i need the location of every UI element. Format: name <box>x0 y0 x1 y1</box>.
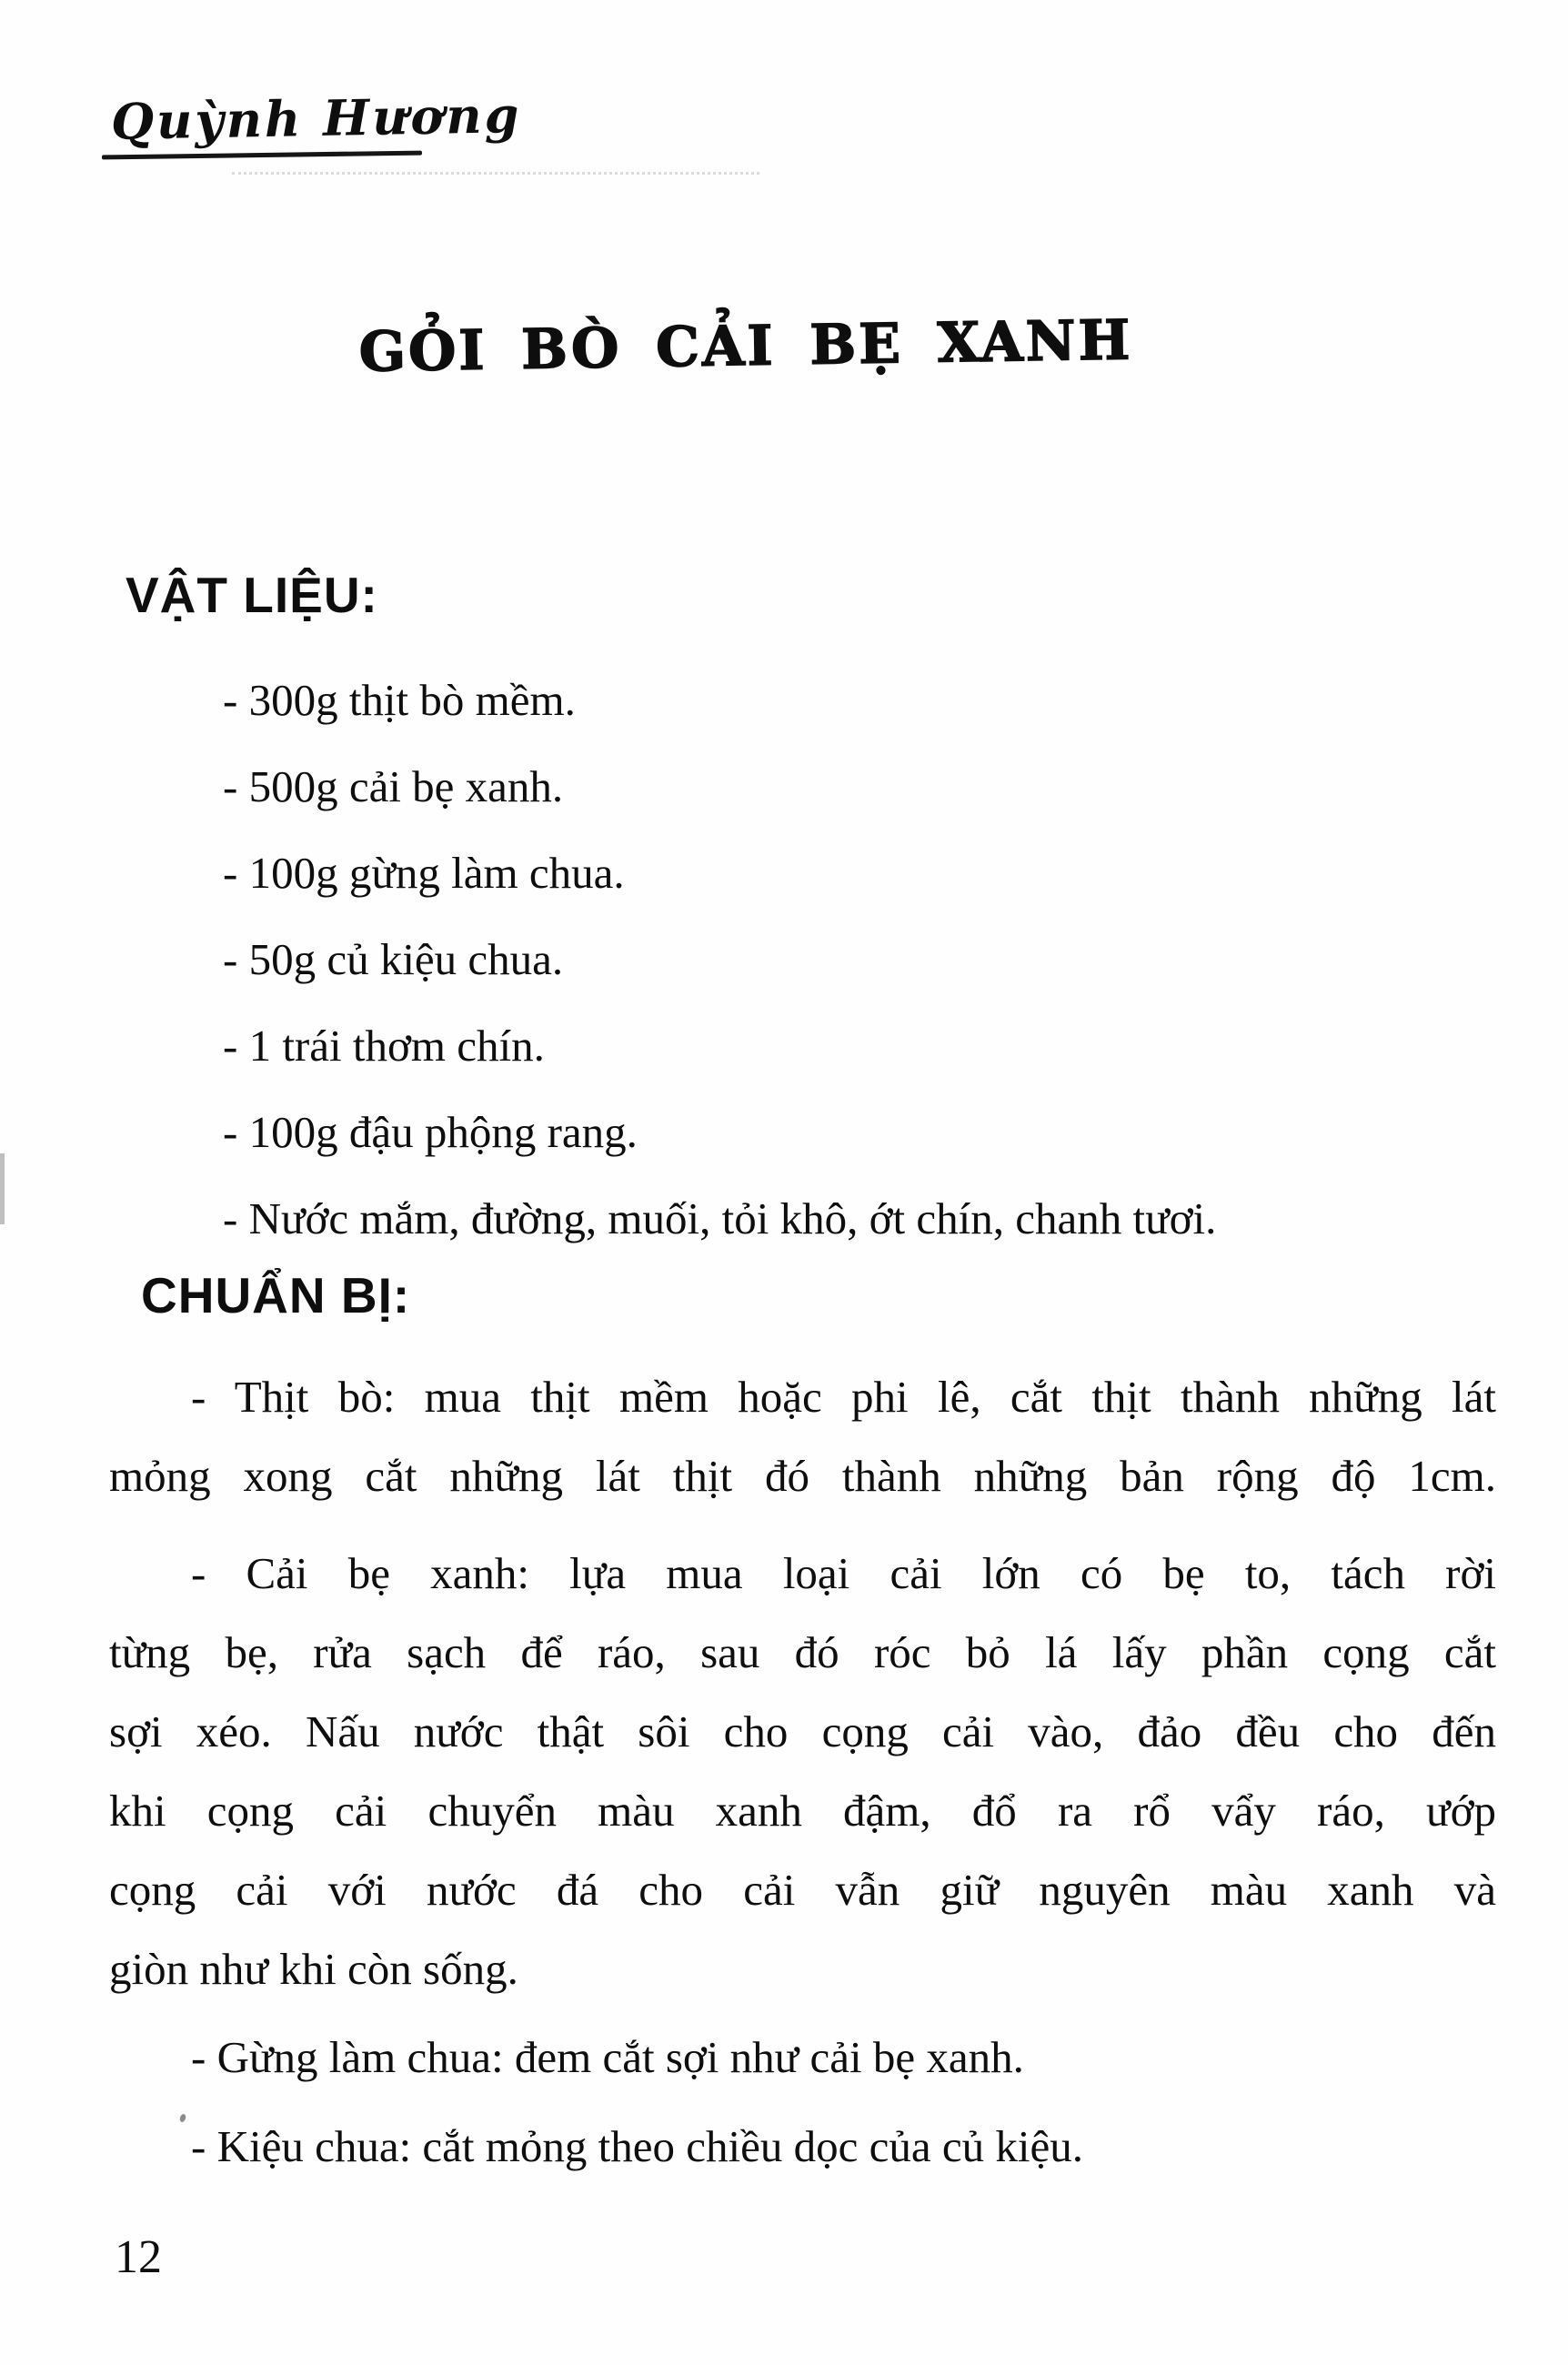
preparation-paragraph <box>109 1357 1496 1515</box>
paragraph-line: - Thịt bò: mua thịt mềm hoặc phi lê, cắt thịt thành những lát <box>191 1372 1496 1422</box>
author-signature: Quỳnh Hương <box>110 86 522 151</box>
ingredient-item: - 50g củ kiệu chua. <box>223 934 564 984</box>
paragraph-line: giòn như khi còn sống. <box>109 1944 518 1994</box>
paragraph-line: sợi xéo. Nấu nước thật sôi cho cọng cải vào, đảo đều cho đến <box>109 1706 1496 1756</box>
preparation-paragraph <box>109 1534 1496 2008</box>
ingredient-item: - 1 trái thơm chín. <box>223 1021 545 1071</box>
ingredients-list <box>223 657 1216 1262</box>
ingredient-item: - 300g thịt bò mềm. <box>223 675 576 725</box>
preparation-paragraph <box>109 2107 1496 2186</box>
ingredient-item: - Nước mắm, đường, muối, tỏi khô, ớt chín, chanh tươi. <box>223 1193 1217 1243</box>
preparation-paragraph <box>109 2018 1496 2097</box>
paragraph-line: khi cọng cải chuyển màu xanh đậm, đổ ra rổ vẩy ráo, ướp <box>109 1786 1496 1836</box>
recipe-title: GỎI BÒ CẢI BẸ XANH <box>358 308 1133 385</box>
scan-artifact-edge-mark <box>0 1153 5 1224</box>
page-number: 12 <box>115 2231 162 2283</box>
paragraph-line: - Kiệu chua: cắt mỏng theo chiều dọc của củ kiệu. <box>191 2121 1083 2171</box>
signature-underline <box>102 151 422 160</box>
paragraph-line: - Gừng làm chua: đem cắt sợi như cải bẹ xanh. <box>191 2032 1024 2082</box>
paragraph-line: từng bẹ, rửa sạch để ráo, sau đó róc bỏ lá lấy phần cọng cắt <box>109 1627 1496 1677</box>
ingredient-item: - 100g đậu phộng rang. <box>223 1107 638 1157</box>
paragraph-line: - Cải bẹ xanh: lựa mua loại cải lớn có bẹ to, tách rời <box>191 1548 1496 1598</box>
scan-artifact-dotted-line <box>232 172 759 175</box>
preparation-heading: CHUẨN BỊ: <box>141 1267 411 1323</box>
paragraph-line: cọng cải với nước đá cho cải vẫn giữ nguyên màu xanh và <box>109 1865 1496 1915</box>
paragraph-line: mỏng xong cắt những lát thịt đó thành những bản rộng độ 1cm. <box>109 1451 1496 1501</box>
ingredient-item: - 500g cải bẹ xanh. <box>223 761 564 811</box>
materials-heading: VẬT LIỆU: <box>126 567 378 623</box>
ingredient-item: - 100g gừng làm chua. <box>223 848 625 898</box>
